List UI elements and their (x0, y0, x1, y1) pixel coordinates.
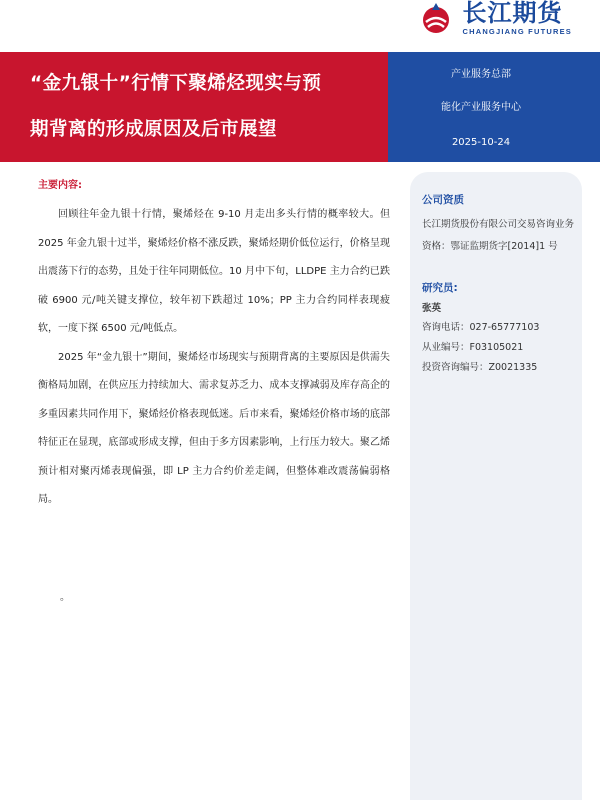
brand-logo (418, 0, 572, 36)
researcher-contact (422, 318, 576, 378)
brand-name-en: CHANGJIANG FUTURES (462, 27, 572, 36)
summary-paragraph-2: 2025 年“金九银十”期间，聚烯烃市场现实与预期背离的主要原因是供需失衡格局加剧，在供应压力持续加大、需求复苏乏力、成本支撑减弱及库存高企的多重因素共同作用下，聚烯烃价格表现低迷。后市来看，聚烯烃价格市场的底部特征正在显现，底部或形成支撑，但由于多方因素影响，上行压力较大。聚乙烯预计相对聚丙烯表现偏强，即 LP 主力合约价差走阔，但整体难改震荡偏弱格局。 (38, 351, 390, 505)
summary-paragraph-1: 回顾往年金九银十行情，聚烯烃在 9-10 月走出多头行情的概率较大。但 2025 年金九银十过半，聚烯烃价格不涨反跌，聚烯烃期价低位运行，价格呈现出震荡下行的态势，且处于往年同期低位。10 月中下旬，LLDPE 主力合约已跌破 6900 元/吨关键支撑位，较年初下跌超过 10%；PP 主力合约同样表现疲软，一度下探 6500 元/吨低点。 (38, 209, 390, 334)
main-content (38, 176, 390, 515)
report-date: 2025-10-24 (451, 137, 511, 148)
center-label: 能化产业服务中心 (441, 102, 521, 113)
report-title-line-1: “金九银十”行情下聚烯烃现实与预 (30, 73, 322, 94)
department-label: 产业服务总部 (451, 69, 511, 80)
changjiang-logo-icon (418, 0, 454, 36)
researcher-advisory-number: 投资咨询编号：Z0021335 (422, 362, 538, 373)
researcher-practice-number: 从业编号：F03105021 (422, 342, 524, 353)
brand-name-cn: 长江期货 (462, 0, 563, 27)
company-qualification-heading: 公司资质 (422, 194, 464, 206)
report-title (30, 61, 378, 153)
report-meta-banner (388, 52, 600, 162)
brand-wordmark (462, 0, 572, 36)
report-title-line-2: 期背离的形成原因及后市展望 (30, 119, 278, 140)
researcher-heading: 研究员: (422, 282, 458, 294)
section-title: 主要内容: (38, 180, 82, 191)
stray-punctuation: 。 (60, 592, 70, 603)
researcher-phone: 咨询电话：027-65777103 (422, 322, 540, 333)
report-title-banner (0, 52, 388, 162)
researcher-name: 张英 (422, 303, 442, 314)
company-qualification-text: 长江期货股份有限公司交易咨询业务资格：鄂证监期货字[2014]1 号 (422, 219, 575, 252)
sidebar-panel (410, 172, 582, 800)
